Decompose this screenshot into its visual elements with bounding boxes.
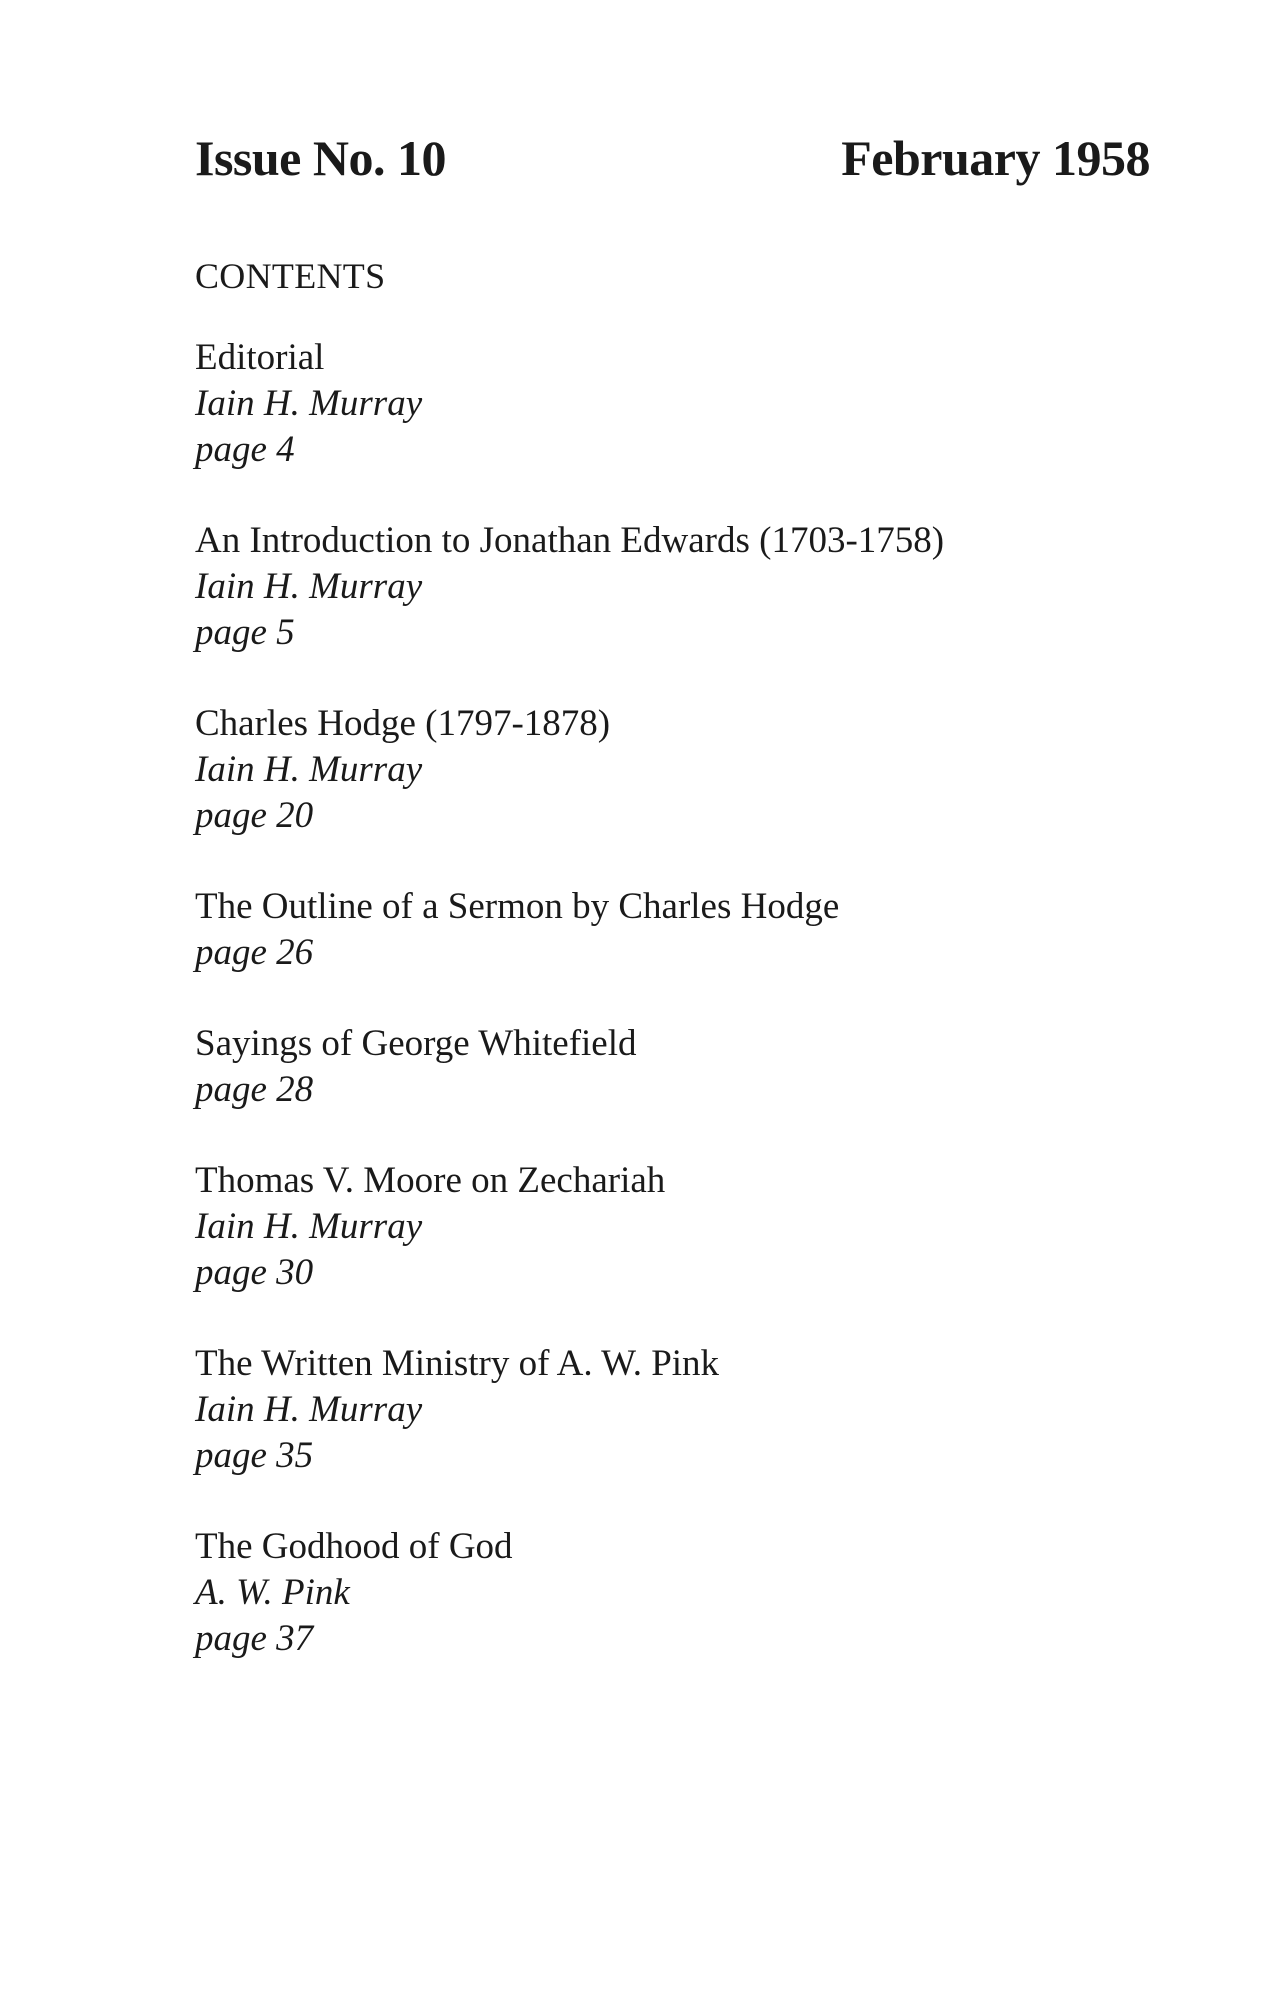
toc-entry bbox=[195, 701, 1195, 839]
entry-title: Charles Hodge (1797-1878) bbox=[195, 703, 611, 744]
toc-entry bbox=[195, 518, 1195, 656]
entry-title: Thomas V. Moore on Zechariah bbox=[195, 1160, 666, 1201]
entry-author: A. W. Pink bbox=[195, 1572, 350, 1613]
entry-title: The Godhood of God bbox=[195, 1526, 513, 1567]
entry-page: page 37 bbox=[195, 1618, 314, 1659]
contents-heading: CONTENTS bbox=[195, 256, 386, 296]
toc-entry bbox=[195, 1158, 1195, 1296]
toc-entry bbox=[195, 1341, 1195, 1479]
entry-title: The Written Ministry of A. W. Pink bbox=[195, 1343, 720, 1384]
entry-title: Editorial bbox=[195, 337, 325, 378]
issue-number: Issue No. 10 bbox=[195, 130, 446, 186]
toc-entry bbox=[195, 1021, 1195, 1113]
entry-title: An Introduction to Jonathan Edwards (1703-1758) bbox=[195, 520, 945, 561]
entry-author: Iain H. Murray bbox=[195, 566, 423, 607]
issue-date: February 1958 bbox=[841, 130, 1150, 186]
entry-page: page 28 bbox=[195, 1069, 314, 1110]
toc-entry bbox=[195, 884, 1195, 976]
entry-page: page 35 bbox=[195, 1435, 314, 1476]
entry-author: Iain H. Murray bbox=[195, 1389, 423, 1430]
entry-page: page 26 bbox=[195, 932, 314, 973]
entry-title: Sayings of George Whitefield bbox=[195, 1023, 637, 1064]
page-header bbox=[195, 128, 1150, 198]
entry-page: page 30 bbox=[195, 1252, 314, 1293]
entry-title: The Outline of a Sermon by Charles Hodge bbox=[195, 886, 840, 927]
entry-page: page 5 bbox=[195, 612, 295, 653]
entry-author: Iain H. Murray bbox=[195, 383, 423, 424]
entry-author: Iain H. Murray bbox=[195, 1206, 423, 1247]
entry-page: page 4 bbox=[195, 429, 295, 470]
toc-entry bbox=[195, 1524, 1195, 1662]
entry-page: page 20 bbox=[195, 795, 314, 836]
toc-entry bbox=[195, 335, 1195, 473]
entry-author: Iain H. Murray bbox=[195, 749, 423, 790]
